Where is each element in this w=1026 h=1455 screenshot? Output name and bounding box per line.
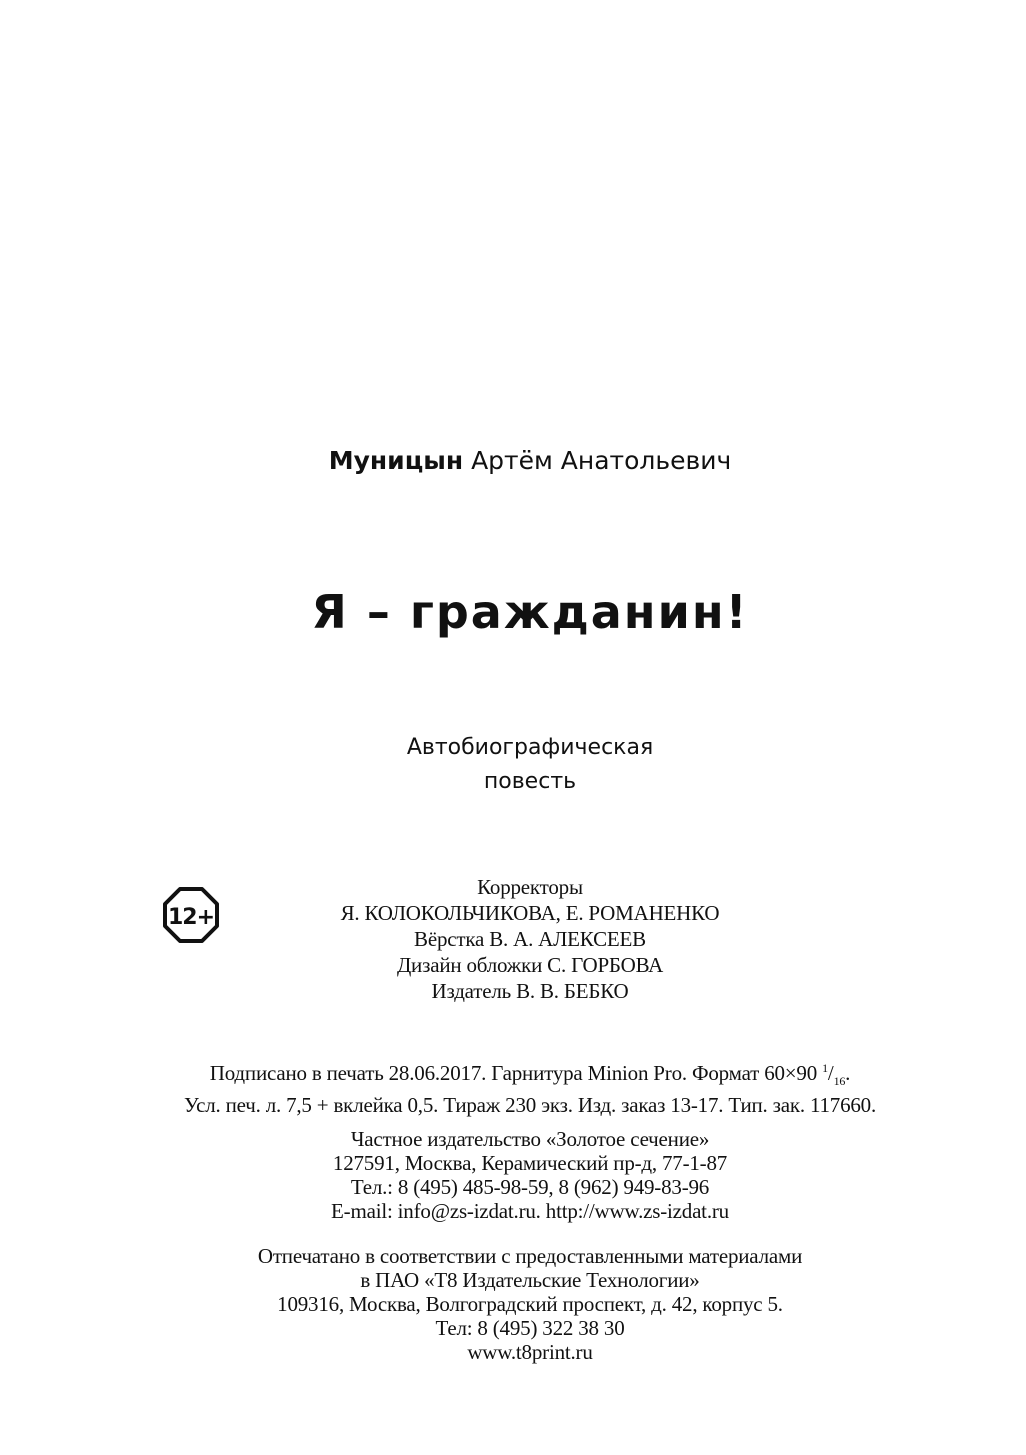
- printer-line: в ПАО «Т8 Издательские Технологии»: [360, 1268, 700, 1292]
- credit-line: Дизайн обложки С. ГОРБОВА: [396, 953, 664, 977]
- format-numerator: 1: [822, 1061, 828, 1075]
- printer-line: Отпечатано в соответствии с предоставленными материалами: [257, 1244, 803, 1268]
- publisher-line: Тел.: 8 (495) 485-98-59, 8 (962) 949-83-96: [350, 1175, 710, 1199]
- printer-line: www.t8print.ru: [467, 1340, 593, 1364]
- printer-line: 109316, Москва, Волгоградский проспект, д. 42, корпус 5.: [277, 1292, 783, 1316]
- credit-line: Издатель В. В. БЕБКО: [431, 979, 629, 1003]
- imprint-line: Подписано в печать 28.06.2017. Гарнитура Minion Pro. Формат 60×90 $^1/_{16}$.: [209, 1061, 851, 1089]
- author-given-names: Артём Анатольевич: [471, 446, 732, 475]
- imprint-block: [17, 1056, 1026, 1117]
- book-title: Я – гражданин!: [311, 585, 749, 639]
- author-surname: Муницын: [328, 446, 464, 475]
- publisher-line: E-mail: info@zs-izdat.ru. http://www.zs-izdat.ru: [331, 1199, 729, 1223]
- subtitle-line: повесть: [483, 769, 577, 794]
- publisher-line: 127591, Москва, Керамический пр-д, 77-1-87: [332, 1151, 728, 1175]
- printer-line: Тел: 8 (495) 322 38 30: [435, 1316, 625, 1340]
- publisher-block: [17, 1127, 1026, 1223]
- credit-line: Корректоры: [477, 875, 583, 899]
- credit-line: Я. КОЛОКОЛЬЧИКОВА, Е. РОМАНЕНКО: [340, 901, 720, 925]
- imprint-line: Усл. печ. л. 7,5 + вклейка 0,5. Тираж 230 экз. Изд. заказ 13-17. Тип. зак. 117660.: [183, 1093, 877, 1118]
- credit-line: Вёрстка В. А. АЛЕКСЕЕВ: [414, 927, 646, 951]
- subtitle-line: Автобиографическая: [406, 735, 654, 760]
- imprint-text: Подписано в печать 28.06.2017. Гарнитура Minion Pro. Формат 60×90: [209, 1061, 818, 1085]
- age-rating-text: 12+: [167, 905, 215, 930]
- book-subtitle: [17, 731, 1026, 799]
- publisher-line: Частное издательство «Золотое сечение»: [350, 1127, 710, 1151]
- printer-block: [17, 1244, 1026, 1364]
- credits-block: [17, 874, 1026, 1004]
- format-denominator: 16: [833, 1074, 846, 1089]
- author-name: [17, 446, 1026, 475]
